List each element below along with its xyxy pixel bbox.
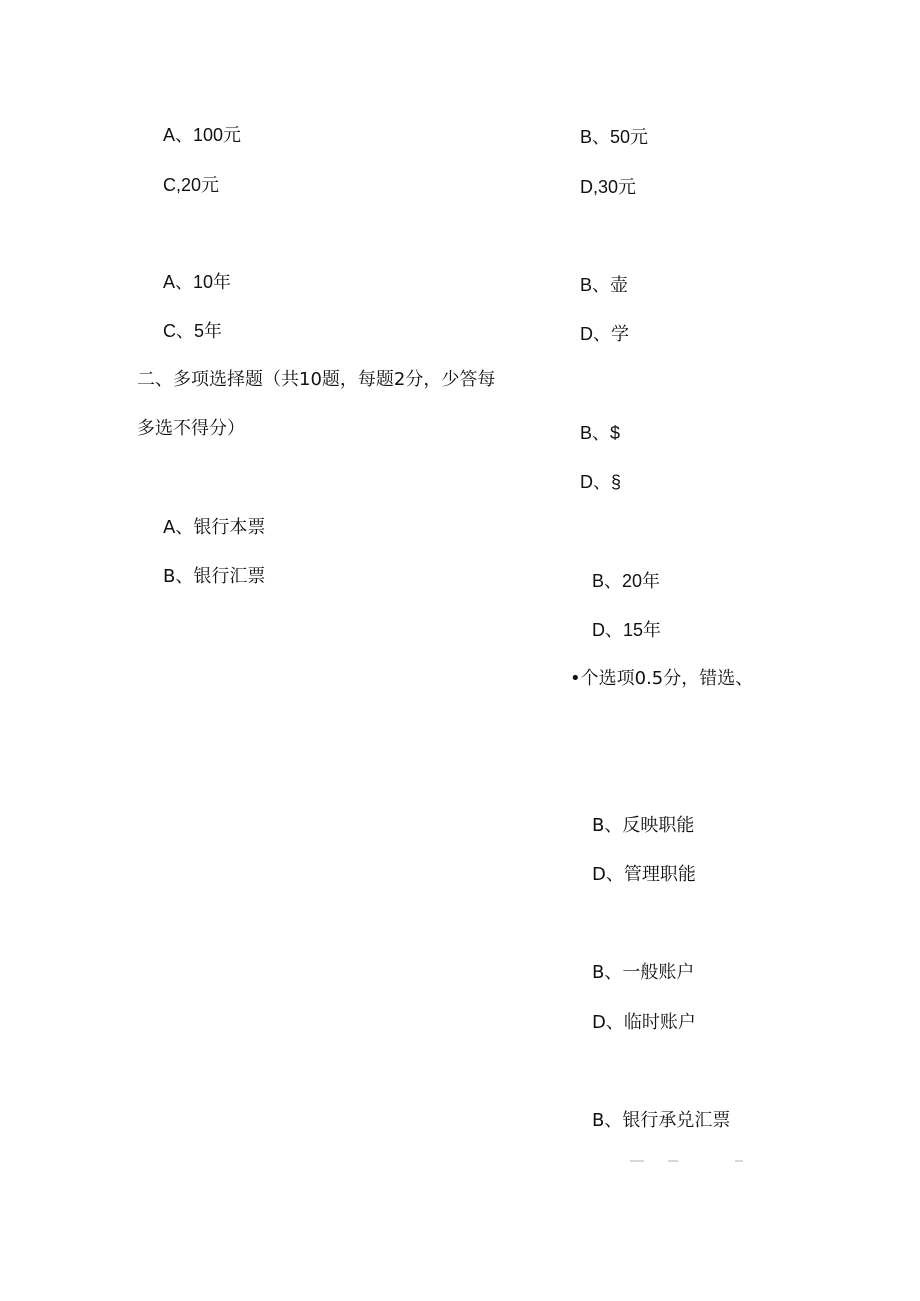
option-q2-d: D、学 <box>580 324 629 344</box>
cutoff-text-remnant <box>735 1160 743 1162</box>
option-q1-d: D,30元 <box>580 177 637 197</box>
option-q6-d: D、临时账户 <box>592 1012 696 1033</box>
option-q4-b: B、20年 <box>592 571 661 591</box>
option-q2-b: B、壶 <box>580 275 629 295</box>
section-heading-line1: 二、多项选择题（共10题，每题2分，少答每 <box>137 369 496 390</box>
option-q2-c: C、5年 <box>163 321 223 341</box>
option-q5-b: B、反映职能 <box>592 815 695 836</box>
option-q5-d: D、管理职能 <box>592 864 696 885</box>
option-q4-d: D、15年 <box>592 620 662 640</box>
option-q3r-b: B、$ <box>580 423 621 443</box>
option-q1-c: C,20元 <box>163 175 220 195</box>
section-heading-continuation: •个选项0.5分，错选、 <box>570 668 754 689</box>
option-q6-b: B、一般账户 <box>592 962 695 983</box>
cutoff-text-remnant <box>630 1160 644 1162</box>
option-q2-a: A、10年 <box>163 272 232 292</box>
section-heading-line2: 多选不得分） <box>137 418 245 439</box>
cutoff-text-remnant <box>668 1160 678 1162</box>
option-q3-b: B、银行汇票 <box>163 566 266 587</box>
option-q3-a: A、银行本票 <box>163 517 266 538</box>
option-q3r-d: D、§ <box>580 472 622 492</box>
option-q7-b: B、银行承兑汇票 <box>592 1110 731 1131</box>
option-q1-b: B、50元 <box>580 127 649 147</box>
option-q1-a: A、100元 <box>163 125 242 145</box>
